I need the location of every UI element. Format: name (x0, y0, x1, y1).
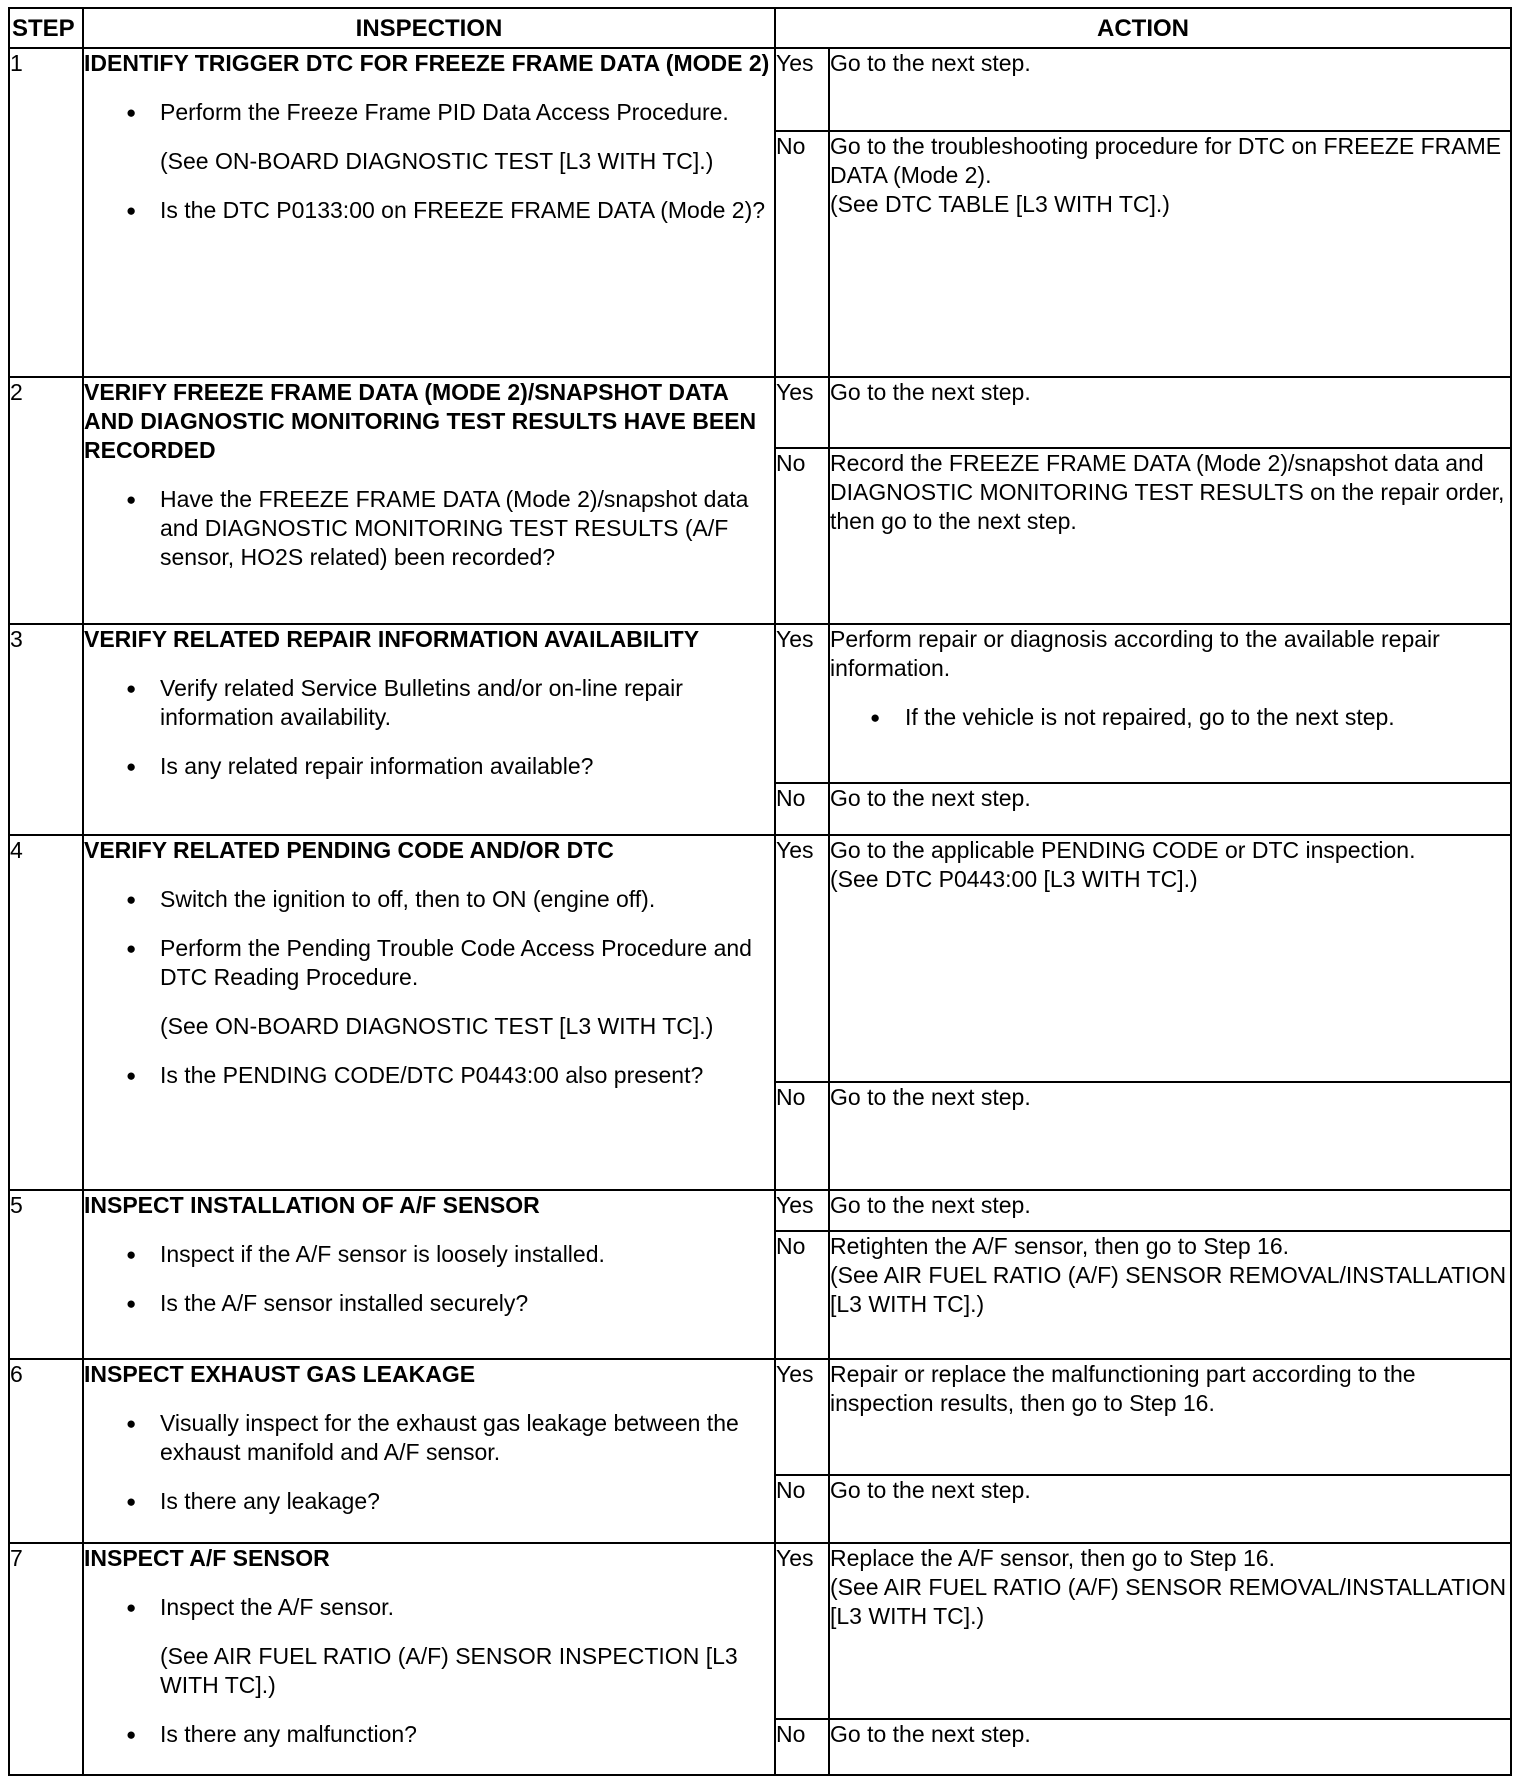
inspection-title: INSPECT INSTALLATION OF A/F SENSOR (84, 1192, 540, 1218)
table-row (9, 1190, 1511, 1231)
inspection-bullet: ● Is there any malfunction? (84, 1720, 774, 1749)
inspection-title: VERIFY RELATED REPAIR INFORMATION AVAILABILITY (84, 626, 700, 652)
reference-note: (See AIR FUEL RATIO (A/F) SENSOR REMOVAL/INSTALLATION [L3 WITH TC].) (830, 1574, 1507, 1629)
yes-label: Yes (775, 1543, 829, 1719)
no-action: Go to the next step. (829, 783, 1511, 835)
yes-label: Yes (775, 377, 829, 448)
table-row (9, 1543, 1511, 1719)
yes-label: Yes (775, 835, 829, 1082)
inspection-title: INSPECT EXHAUST GAS LEAKAGE (84, 1361, 476, 1387)
diagnostic-procedure-table (8, 7, 1512, 1776)
inspection-bullet: ● Is any related repair information available? (84, 752, 774, 781)
step-number: 2 (9, 377, 83, 624)
no-action: Go to the next step. (829, 1475, 1511, 1543)
no-action: Go to the troubleshooting procedure for DTC on FREEZE FRAME DATA (Mode 2). (See DTC TABLE [L3 WITH TC].) (829, 131, 1511, 377)
inspection-cell (83, 835, 775, 1190)
step-number: 1 (9, 48, 83, 377)
yes-action: Go to the next step. (829, 1190, 1511, 1231)
yes-action: Go to the applicable PENDING CODE or DTC inspection. (See DTC P0443:00 [L3 WITH TC].) (829, 835, 1511, 1082)
no-label: No (775, 131, 829, 377)
reference-note: (See ON-BOARD DIAGNOSTIC TEST [L3 WITH TC].) (160, 1013, 714, 1039)
inspection-bullet: ● Perform the Freeze Frame PID Data Access Procedure. (84, 98, 774, 127)
no-label: No (775, 448, 829, 624)
reference-note: (See ON-BOARD DIAGNOSTIC TEST [L3 WITH TC].) (160, 148, 714, 174)
reference-note: (See AIR FUEL RATIO (A/F) SENSOR INSPECTION [L3 WITH TC].) (160, 1643, 738, 1698)
no-action: Go to the next step. (829, 1719, 1511, 1775)
no-label: No (775, 1082, 829, 1190)
inspection-bullet: ● Is the PENDING CODE/DTC P0443:00 also present? (84, 1061, 774, 1090)
no-action: Record the FREEZE FRAME DATA (Mode 2)/snapshot data and DIAGNOSTIC MONITORING TEST RESULTS on the repair order, then go to the next step. (829, 448, 1511, 624)
yes-action: Perform repair or diagnosis according to the available repair information. ● If the vehicle is not repaired, go to the next step. (829, 624, 1511, 783)
inspection-bullet: ● Is the A/F sensor installed securely? (84, 1289, 774, 1318)
inspection-bullet: ● Inspect the A/F sensor. (84, 1593, 774, 1622)
reference-note: (See DTC TABLE [L3 WITH TC].) (830, 191, 1170, 217)
reference-note: (See DTC P0443:00 [L3 WITH TC].) (830, 866, 1198, 892)
no-label: No (775, 783, 829, 835)
step-number: 7 (9, 1543, 83, 1775)
no-label: No (775, 1475, 829, 1543)
yes-action: Replace the A/F sensor, then go to Step 16. (See AIR FUEL RATIO (A/F) SENSOR REMOVAL/INSTALLATION [L3 WITH TC].) (829, 1543, 1511, 1719)
inspection-cell (83, 1359, 775, 1543)
inspection-cell (83, 377, 775, 624)
yes-label: Yes (775, 1359, 829, 1475)
inspection-cell (83, 1190, 775, 1359)
inspection-cell (83, 48, 775, 377)
inspection-cell (83, 624, 775, 835)
step-number: 6 (9, 1359, 83, 1543)
table-row (9, 835, 1511, 1082)
table-row (9, 377, 1511, 448)
inspection-title: VERIFY RELATED PENDING CODE AND/OR DTC (84, 837, 614, 863)
yes-label: Yes (775, 1190, 829, 1231)
step-column-header: STEP (9, 8, 83, 48)
table-header-row (9, 8, 1511, 48)
inspection-title: INSPECT A/F SENSOR (84, 1545, 330, 1571)
step-number: 4 (9, 835, 83, 1190)
reference-note: (See AIR FUEL RATIO (A/F) SENSOR REMOVAL/INSTALLATION [L3 WITH TC].) (830, 1262, 1507, 1317)
no-action: Retighten the A/F sensor, then go to Step 16. (See AIR FUEL RATIO (A/F) SENSOR REMOVAL/INSTALLATION [L3 WITH TC].) (829, 1231, 1511, 1359)
inspection-bullet: ● Visually inspect for the exhaust gas leakage between the exhaust manifold and A/F sensor. (84, 1409, 774, 1467)
inspection-bullet: ● Verify related Service Bulletins and/or on-line repair information availability. (84, 674, 774, 732)
inspection-title: VERIFY FREEZE FRAME DATA (MODE 2)/SNAPSHOT DATA AND DIAGNOSTIC MONITORING TEST RESULTS HAVE BEEN RECORDED (84, 379, 757, 463)
yes-action: Repair or replace the malfunctioning part according to the inspection results, then go to Step 16. (829, 1359, 1511, 1475)
no-label: No (775, 1231, 829, 1359)
inspection-bullet: ● Perform the Pending Trouble Code Access Procedure and DTC Reading Procedure. (84, 934, 774, 992)
table-row (9, 624, 1511, 783)
inspection-bullet: ● Inspect if the A/F sensor is loosely installed. (84, 1240, 774, 1269)
inspection-bullet: ● Switch the ignition to off, then to ON (engine off). (84, 885, 774, 914)
yes-action: Go to the next step. (829, 48, 1511, 131)
no-label: No (775, 1719, 829, 1775)
yes-label: Yes (775, 624, 829, 783)
inspection-column-header: INSPECTION (83, 8, 775, 48)
action-bullet: ● If the vehicle is not repaired, go to the next step. (830, 703, 1510, 732)
yes-label: Yes (775, 48, 829, 131)
step-number: 3 (9, 624, 83, 835)
inspection-bullet: ● Have the FREEZE FRAME DATA (Mode 2)/snapshot data and DIAGNOSTIC MONITORING TEST RESULTS (A/F sensor, HO2S related) been recorded? (84, 485, 774, 572)
action-column-header: ACTION (775, 8, 1511, 48)
inspection-title: IDENTIFY TRIGGER DTC FOR FREEZE FRAME DATA (MODE 2) (84, 50, 770, 76)
inspection-bullet: ● Is there any leakage? (84, 1487, 774, 1516)
step-number: 5 (9, 1190, 83, 1359)
inspection-cell (83, 1543, 775, 1775)
table-row (9, 48, 1511, 131)
no-action: Go to the next step. (829, 1082, 1511, 1190)
table-row (9, 1359, 1511, 1475)
inspection-bullet: ● Is the DTC P0133:00 on FREEZE FRAME DATA (Mode 2)? (84, 196, 774, 225)
yes-action: Go to the next step. (829, 377, 1511, 448)
